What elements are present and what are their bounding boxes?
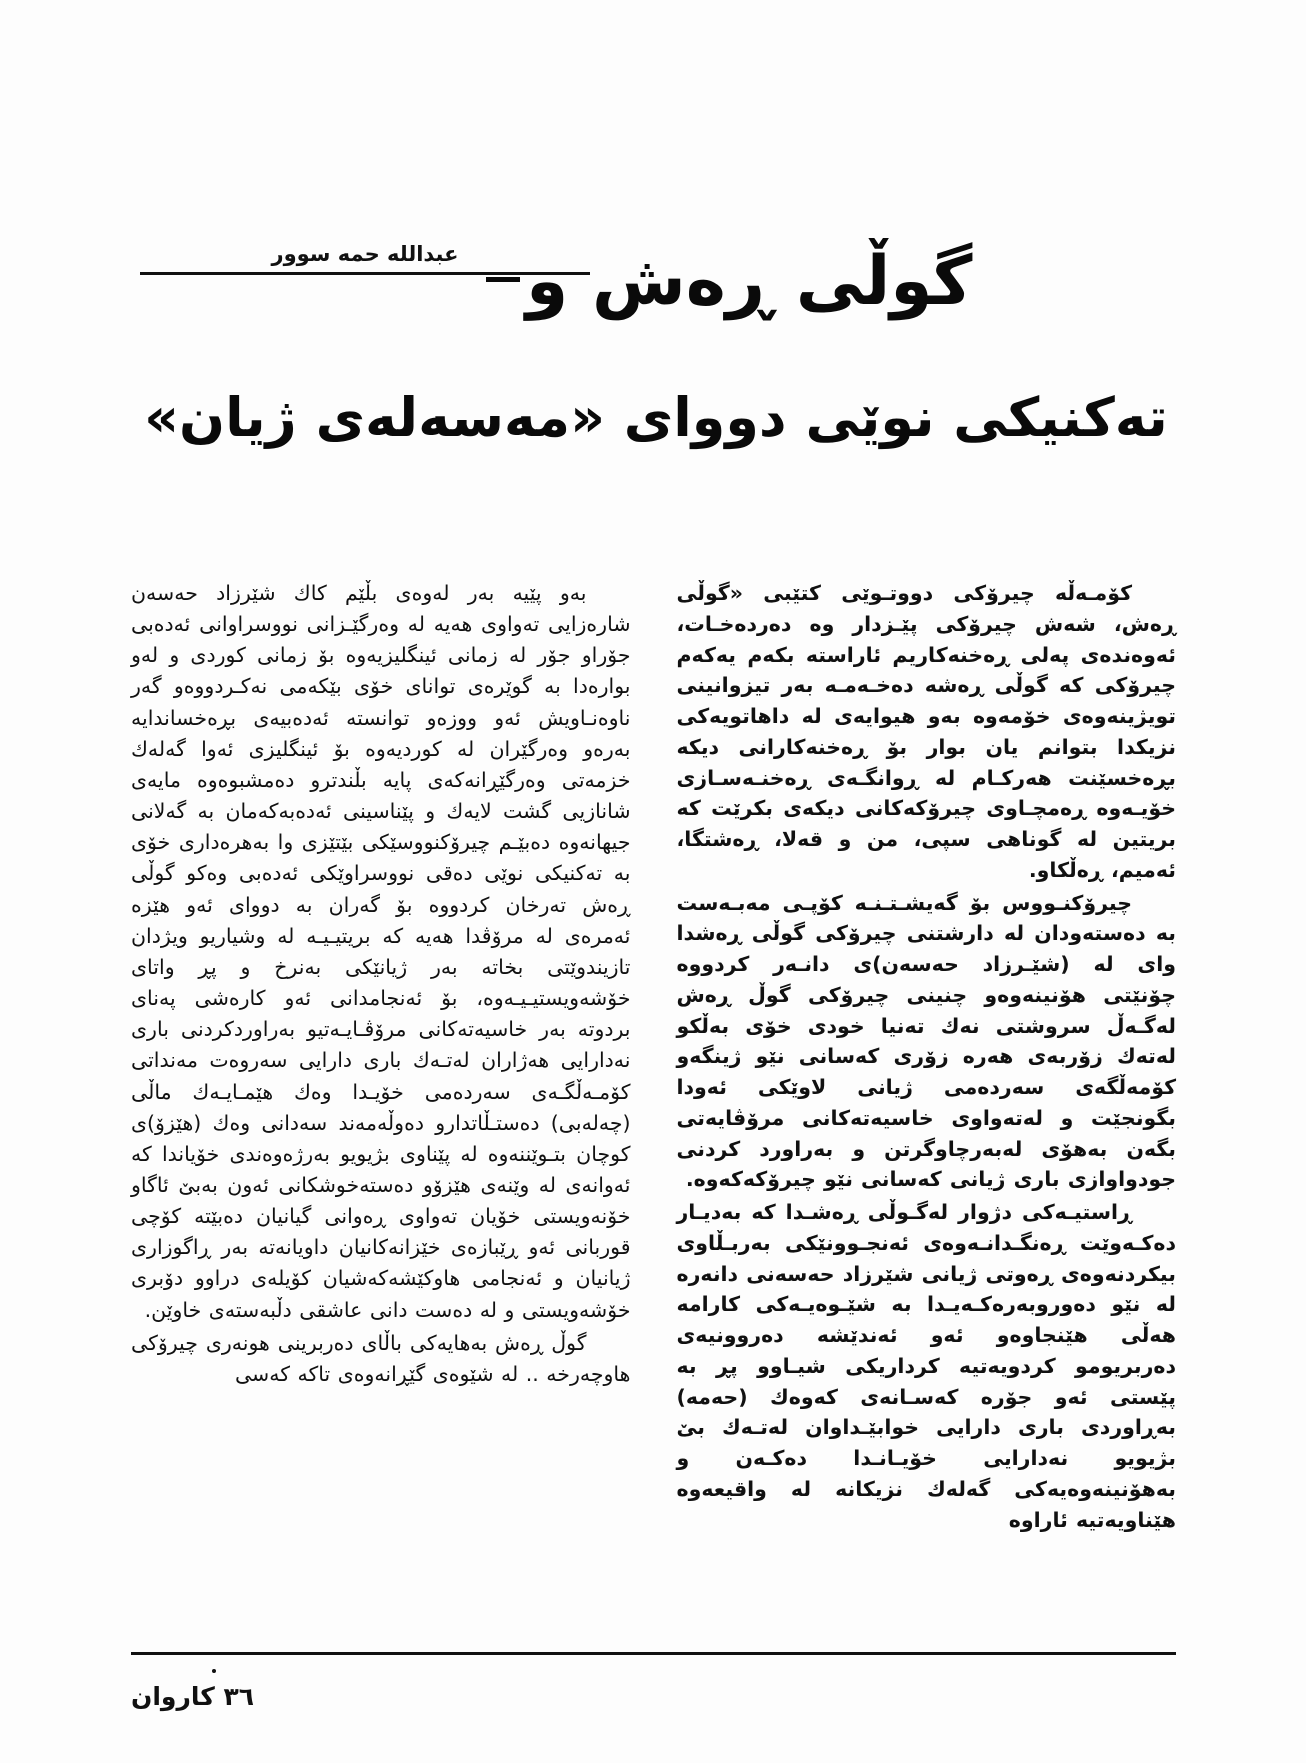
title-text-line-1: گوڵی ڕەش و xyxy=(526,242,973,321)
paragraph: گوڵ ڕەش بەهایەکی باڵای دەربرینی هونەری چیرۆکی هاوچەرخە .. لە شێوەی گێڕانەوەی تاكە کەسی xyxy=(131,1330,631,1386)
author-name: عبدالله حمه سوور xyxy=(271,242,459,266)
paragraph: کۆمـەڵە چیرۆکی دووتـوێی کتێبی «گوڵی ڕەش، شەش چیرۆکی پێـزدار وە دەردەخـات، ئەوەندەی پەلی ڕەخنەکاریم ئاراستە بکەم یەکەم چیرۆکی کە گوڵی ڕەشە دەخـەمـە بەر تیزوانینی تویژینەوەی خۆمەوە بەو هیوایەی لە داهاتویەکی نزیکدا بتوانم یان بوار بۆ ڕەخنەکارانی دیکە بڕەخسێنت هەرکـام لە ڕوانگـەی ڕەخنـەسـازی خۆیـەوە ڕەمچـاوی چیرۆکەکانی دیکەی بکرێت کە بریتین لە گوناهی سپی، من و قەلا، ڕەشتگا، ئەمیم، ڕەڵکاو. xyxy=(676,581,1176,882)
paragraph: چیرۆکنـووس بۆ گەیشـتـنـە کۆپـی مەبـەست بە دەستەودان لە دارشتنی چیرۆکی گوڵی ڕەشدا وای لە (شێـرزاد حەسەن)ی دانـەر کردووە چۆنێتی هۆنینەوەو چنینی چیرۆکی گوڵ ڕەش لەگـەڵ سروشتی نەك تەنیا خودی خۆی بەڵکو لەتەك زۆربەی هەرە زۆری کەسانی نێو ژینگەو کۆمەڵگەی سەردەمی ژیانی لاوێکی ئەودا بگونجێت و لەتەواوی خاسیەتەکانی مرۆڤایەتی بگەن بەهۆی لەبەرچاوگرتن و بەراورد کردنی جودواوازی باری ژیانی کەسانی نێو چیرۆکەکەوە. xyxy=(676,890,1176,1192)
paragraph: ڕاستیـەکی دژوار لەگـوڵی ڕەشـدا کە بەدیـار دەکـەوێت ڕەنگـدانـەوەی ئەنجـوونێکی بەربـڵاوی بیکردنەوەی ڕەوتی ژیانی شێرزاد حەسەنی دانەرە لە نێو دەوروبەرەکـەیـدا بە شێـوەیـەکی کارامە هەڵی هێنجاوەو ئەو ئەندێشە دەروونیەی دەربریومو کردویەتیە کرداریکی شیـاوو پڕ بە پێستی ئەو جۆرە کەسـانەی کەوەك (حەمە) بەڕاوردی باری دارایی خوابێـداوان لەتـەك بێ بژیویو نەدارایی خۆیـانـدا دەکـەن و بەهۆنینەوەیەکی گەلەك نزیکانە لە واقیعەوە هێناویەتیە ئاراوە xyxy=(676,1200,1176,1532)
page-number: ٣٦ کاروان xyxy=(131,1682,254,1711)
article-title-line-1 xyxy=(486,242,1246,321)
footer-dot-icon xyxy=(212,1669,216,1673)
article-title-line-2: تەکنیکی نوێی دووای «مەسەلەی ژیان» xyxy=(144,386,1168,449)
footer-divider xyxy=(131,1652,1176,1655)
title-dash-icon xyxy=(486,277,520,282)
article-header xyxy=(0,230,1306,530)
column-right xyxy=(677,578,1177,1537)
paragraph: بەو پێیە بەر لەوەی بڵێم کاك شێرزاد حەسەن شارەزایی تەواوی هەیە لە وەرگێـزانی نووسراوانی ئەدەبی جۆراو جۆر لە زمانی ئینگلیزیەوە بۆ زمانی کوردی و لەو بوارەدا بە گوێرەی توانای خۆی بێکەمی نەکـردووەو گەر ناوەنـاویش ئەو ووزەو توانستە ئەدەبیەی بڕەخساندایە بەرەو وەرگێران لە کوردیەوە بۆ ئینگلیزی ئەوا گەلەك خزمەتی وەرگێڕانەکەی پایە بڵندترو دەمشبوەوە مایەی شانازیی گشت لایەك و پێناسینی ئەدەبەکەمان بە گەلانی جیهانەوە دەبێـم چیرۆکنووسێکی بێتێزی وا بەهرەداری خۆی بە تەکنیکی نوێی دەقی نووسراوێکی ئەدەبی وەکو گوڵی ڕەش تەرخان کردووە بۆ گەران بە دووای ئەو هێزە ئەمرەی لە مرۆڤدا هەیە کە بریتیـیـە لە وشیاریو ویژدان تازیندوێتی بخاتە بەر ژیانێکی بەنرخ و پڕ واتای خۆشەویستیـیـەوە، بۆ ئەنجامدانی ئەو کارەشی پەنای بردوتە بەر خاسیەتەکانی مرۆڤـایـەتیو بەراوردکردنی باری نەدارایی هەژاران لەتـەك باری دارایی سەروەت مەنداتی کۆمـەڵگـەی سەردەمی خۆیـدا وەك هێمـایـەك ماڵی (چەلەبی) دەستـڵاتدارو دەوڵەمەند سەدانی وەك (هێزۆ)ی کوچان بتـوێننەوە لە پێناوی بژیویو بەرژەوەندی خۆیاندا کە ئەوانەی لە وێنەی هێزۆو دەستەخوشکانی ئەون بەبێ ئاگاو خۆنەویستی خۆیان تەواوی ڕەوانی گیانیان دەبێتە کۆچی قوربانی ئەو ڕێبازەی خێزانەکانیان داویانەتە بەر ڕاگوزاری ژیانیان و ئەنجامی هاوکێشەکەشیان کۆیلەی دراوو دۆبری خۆشەویستی و لە دەست دانی عاشقی دڵبەستەی خاوێن. xyxy=(131,581,631,1322)
column-left xyxy=(131,578,631,1537)
article-body xyxy=(131,578,1176,1537)
